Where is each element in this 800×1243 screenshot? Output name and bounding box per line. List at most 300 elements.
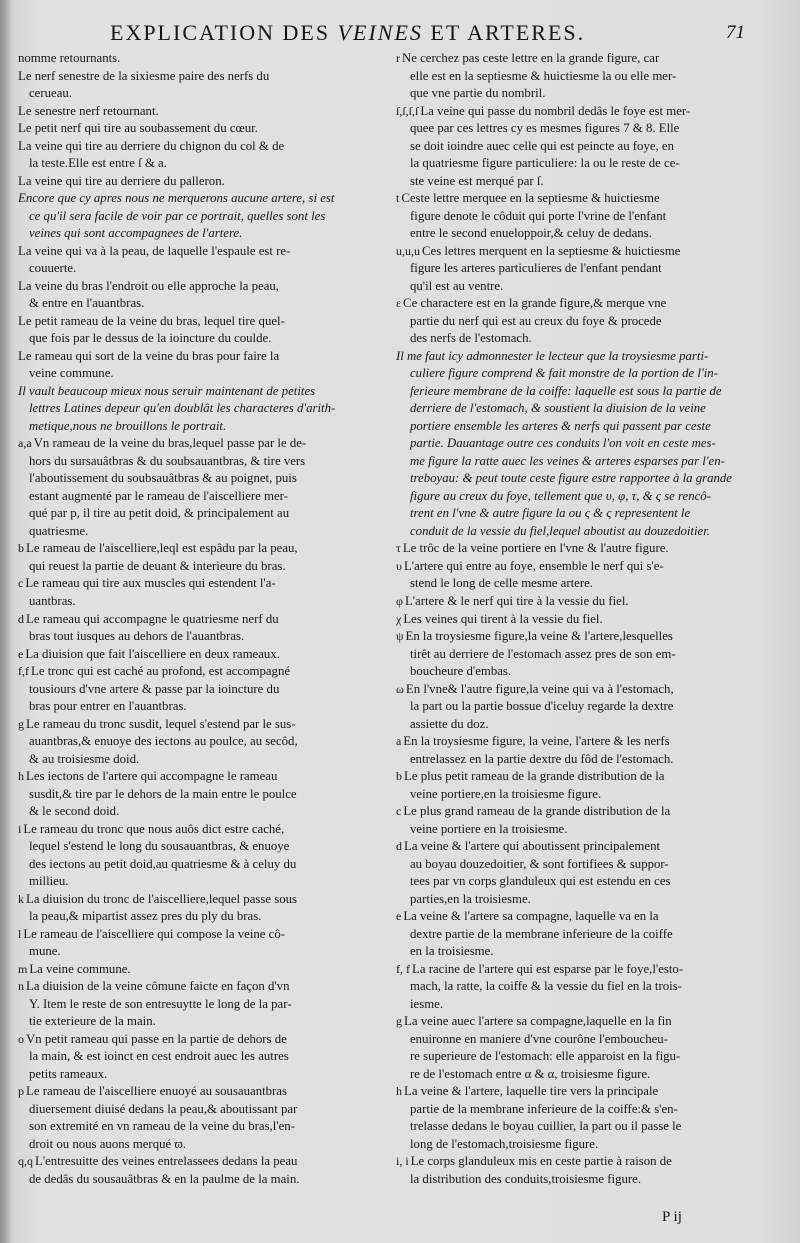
entry-text: La veine qui tire au derriere du palleron. bbox=[18, 173, 225, 188]
entry-text: couuerte. bbox=[29, 261, 77, 276]
entry-text: Il me faut icy admonnester le lecteur que la troysiesme parti- bbox=[396, 348, 709, 363]
entry-text: ste veine est merqué par ſ. bbox=[410, 173, 544, 188]
entry-text: conduit de la vessie du fiel,lequel aboutist au douzedoitier. bbox=[410, 523, 710, 538]
entry-line bbox=[18, 190, 388, 208]
entry-text: diuersement diuisé dedans la peau,& aboutissant par bbox=[29, 1101, 298, 1116]
entry-text: long de l'estomach,troisiesme figure. bbox=[410, 1136, 599, 1151]
entry-text: Ce charactere est en la grande figure,& merque vne bbox=[403, 296, 667, 311]
entry-text: millieu. bbox=[29, 874, 69, 889]
page-header bbox=[0, 20, 800, 50]
entry-line bbox=[18, 593, 388, 611]
legend-entry bbox=[18, 821, 388, 891]
entry-line bbox=[18, 996, 388, 1014]
entry-text: bras tout iusques au dehors de l'auantbras. bbox=[29, 629, 245, 644]
entry-line bbox=[18, 961, 388, 979]
page-number: 71 bbox=[726, 22, 745, 43]
entry-text: Les veines qui tirent à la vessie du fiel. bbox=[403, 611, 603, 626]
entry-line bbox=[18, 50, 388, 68]
entry-text: Ceste lettre merquee en la septiesme & huictiesme bbox=[401, 191, 660, 206]
entry-text: figure denote le côduit qui porte l'vrine de l'enfant bbox=[410, 208, 667, 223]
entry-text: Les iectons de l'artere qui accompagne le rameau bbox=[26, 769, 278, 784]
entry-line bbox=[18, 611, 388, 629]
entry-key: d bbox=[18, 611, 24, 626]
entry-line bbox=[18, 1031, 388, 1049]
entry-text: & le second doid. bbox=[29, 804, 120, 819]
entry-text: tees par vn corps glanduleux qui est estendu en ces bbox=[410, 874, 671, 889]
entry-text: Le nerf senestre de la sixiesme paire des nerfs du bbox=[18, 68, 270, 83]
entry-line bbox=[396, 786, 774, 804]
entry-text: & au troisiesme doid. bbox=[29, 751, 140, 766]
entry-key: i, i bbox=[396, 1154, 409, 1169]
entry-text: cerueau. bbox=[29, 86, 72, 101]
entry-line bbox=[18, 523, 388, 541]
entry-line bbox=[396, 418, 774, 436]
entry-line bbox=[18, 1066, 388, 1084]
entry-key: h bbox=[18, 769, 24, 784]
entry-key: p bbox=[18, 1084, 24, 1099]
entry-line bbox=[396, 68, 774, 86]
entry-text: quatriesme. bbox=[29, 523, 89, 538]
entry-key: k bbox=[18, 891, 24, 906]
entry-text: trelasse dedans le boyau cuillier, la part ou il passe le bbox=[410, 1119, 682, 1134]
running-title bbox=[110, 20, 585, 46]
entry-line bbox=[18, 716, 388, 734]
entry-key: b bbox=[18, 541, 24, 556]
entry-key: a bbox=[396, 734, 402, 749]
entry-line bbox=[18, 383, 388, 401]
entry-text: me figure la ratte auec les veines & arteres esparses par l'en- bbox=[410, 453, 725, 468]
entry-line bbox=[396, 1171, 774, 1189]
entry-text: Le petit rameau de la veine du bras, lequel tire quel- bbox=[18, 313, 285, 328]
entry-text: entre le second enueloppoir,& celuy de dedans. bbox=[410, 226, 652, 241]
entry-key: g bbox=[396, 1014, 402, 1029]
entry-line bbox=[396, 173, 774, 191]
entry-key: l bbox=[18, 926, 22, 941]
entry-line bbox=[396, 155, 774, 173]
entry-text: En l'vne& l'autre figure,la veine qui va à l'estomach, bbox=[405, 681, 674, 696]
entry-text: L'entresuitte des veines entrelassees dedans la peau bbox=[35, 1154, 298, 1169]
entry-text: La veine & l'artere qui aboutissent principalement bbox=[404, 839, 661, 854]
entry-line bbox=[396, 1101, 774, 1119]
entry-line bbox=[396, 856, 774, 874]
entry-text: Ne cerchez pas ceste lettre en la grande figure, car bbox=[402, 51, 660, 65]
entry-text: parties,en la troisiesme. bbox=[410, 891, 531, 906]
entry-line bbox=[396, 996, 774, 1014]
entry-key: τ bbox=[396, 541, 401, 556]
entry-text: Le tronc qui est caché au profond, est accompagné bbox=[31, 664, 291, 679]
entry-line bbox=[18, 348, 388, 366]
entry-text: Il vault beaucoup mieux nous seruir maintenant de petites bbox=[18, 383, 316, 398]
entry-text: veine portiere en la troisiesme. bbox=[410, 821, 568, 836]
entry-text: Le trôc de la veine portiere en l'vne & l'autre figure. bbox=[402, 541, 669, 556]
entry-line bbox=[396, 1048, 774, 1066]
entry-line bbox=[18, 453, 388, 471]
entry-line bbox=[396, 926, 774, 944]
entry-key: f, f bbox=[396, 961, 410, 976]
entry-line bbox=[396, 1066, 774, 1084]
entry-key: n bbox=[18, 979, 24, 994]
entry-line bbox=[396, 961, 774, 979]
legend-entry bbox=[18, 978, 388, 1031]
legend-entry bbox=[396, 1083, 774, 1153]
entry-line bbox=[396, 558, 774, 576]
entry-key: ψ bbox=[396, 629, 404, 644]
entry-line bbox=[18, 908, 388, 926]
entry-key: e bbox=[396, 909, 402, 924]
entry-line bbox=[396, 365, 774, 383]
entry-line bbox=[18, 1171, 388, 1189]
entry-text: nomme retournants. bbox=[18, 51, 121, 65]
entry-text: Le petit nerf qui tire au soubassement du cœur. bbox=[18, 121, 258, 136]
entry-text: qui reuest la partie de deuant & interieure du bras. bbox=[29, 558, 286, 573]
entry-line bbox=[18, 891, 388, 909]
entry-text: Vn rameau de la veine du bras,lequel passe par le de- bbox=[33, 436, 307, 451]
entry-line bbox=[396, 348, 774, 366]
entry-line bbox=[18, 1118, 388, 1136]
entry-key: c bbox=[396, 804, 402, 819]
entry-text: quee par ces lettres cy es mesmes figures 7 & 8. Elle bbox=[410, 121, 680, 136]
entry-text: tousiours d'vne artere & passe par la ioincture du bbox=[29, 681, 280, 696]
entry-line bbox=[396, 768, 774, 786]
entry-text: derriere de l'estomach, & soustient la diuision de la veine bbox=[410, 401, 706, 416]
legend-entry bbox=[18, 348, 388, 383]
entry-text: Le plus grand rameau de la grande distribution de la bbox=[403, 804, 671, 819]
entry-text: La veine & l'artere, laquelle tire vers la principale bbox=[404, 1084, 659, 1099]
entry-text: Le rameau qui sort de la veine du bras pour faire la bbox=[18, 348, 280, 363]
legend-entry bbox=[18, 138, 388, 173]
entry-line bbox=[18, 505, 388, 523]
entry-text: La veine & l'artere sa compagne, laquelle va en la bbox=[403, 909, 659, 924]
entry-key: u,u,u bbox=[396, 243, 420, 258]
entry-line bbox=[18, 803, 388, 821]
entry-key: r bbox=[396, 51, 400, 65]
legend-entry bbox=[18, 575, 388, 610]
legend-entry bbox=[396, 908, 774, 961]
entry-line bbox=[18, 1153, 388, 1171]
entry-line bbox=[18, 365, 388, 383]
entry-line bbox=[18, 943, 388, 961]
legend-entry bbox=[18, 173, 388, 191]
entry-line bbox=[18, 1101, 388, 1119]
entry-text: La diuision du tronc de l'aiscelliere,lequel passe sous bbox=[26, 891, 297, 906]
legend-entry bbox=[396, 190, 774, 243]
running-title-rest: ET ARTERES. bbox=[422, 20, 586, 45]
entry-text: Vn petit rameau qui passe en la partie de dehors de bbox=[26, 1031, 287, 1046]
entry-line bbox=[396, 1136, 774, 1154]
entry-line bbox=[396, 943, 774, 961]
legend-entry bbox=[396, 768, 774, 803]
entry-text: Le senestre nerf retournant. bbox=[18, 103, 159, 118]
legend-entry bbox=[396, 540, 774, 558]
entry-key: o bbox=[18, 1031, 24, 1046]
entry-line bbox=[18, 470, 388, 488]
legend-entry bbox=[18, 611, 388, 646]
legend-entry bbox=[396, 1153, 774, 1188]
entry-text: Le rameau de l'aiscelliere enuoyé au sousauantbras bbox=[26, 1084, 287, 1099]
entry-line bbox=[18, 173, 388, 191]
entry-line bbox=[18, 978, 388, 996]
entry-text: petits rameaux. bbox=[29, 1066, 108, 1081]
entry-line bbox=[396, 190, 774, 208]
entry-line bbox=[18, 681, 388, 699]
entry-line bbox=[18, 260, 388, 278]
entry-line bbox=[18, 155, 388, 173]
entry-line bbox=[396, 523, 774, 541]
entry-line bbox=[396, 891, 774, 909]
entry-text: la part ou la partie bossue d'iceluy regarde la dextre bbox=[410, 699, 674, 714]
entry-line bbox=[396, 593, 774, 611]
entry-line bbox=[396, 1013, 774, 1031]
legend-entry bbox=[18, 540, 388, 575]
legend-entry bbox=[18, 68, 388, 103]
legend-entry bbox=[396, 243, 774, 296]
entry-text: iesme. bbox=[410, 996, 444, 1011]
entry-line bbox=[18, 418, 388, 436]
entry-text: veine commune. bbox=[29, 366, 114, 381]
entry-text: En la troysiesme figure, la veine, l'artere & les nerfs bbox=[403, 734, 670, 749]
entry-key: t bbox=[396, 191, 400, 206]
entry-line bbox=[396, 330, 774, 348]
entry-line bbox=[18, 698, 388, 716]
entry-line bbox=[18, 295, 388, 313]
entry-text: figure les arteres particulieres de l'enfant pendant bbox=[410, 261, 662, 276]
entry-line bbox=[396, 681, 774, 699]
legend-entry bbox=[18, 1031, 388, 1084]
entry-text: re de l'estomach entre α & α, troisiesme figure. bbox=[410, 1066, 651, 1081]
entry-text: la peau,& mipartist assez pres du ply du bras. bbox=[29, 909, 262, 924]
entry-text: lettres Latines depeur qu'en doublât les characteres d'arith- bbox=[29, 401, 336, 416]
entry-line bbox=[396, 488, 774, 506]
entry-text: tirêt au derriere de l'estomach assez pres de son em- bbox=[410, 646, 676, 661]
running-title-italic: VEINES bbox=[337, 20, 423, 45]
entry-text: La veine qui tire au derriere du chignon du col & de bbox=[18, 138, 285, 153]
entry-text: uantbras. bbox=[29, 593, 76, 608]
entry-line bbox=[396, 208, 774, 226]
entry-text: La veine qui passe du nombril dedâs le foye est mer- bbox=[420, 103, 691, 118]
entry-line bbox=[396, 278, 774, 296]
legend-entry bbox=[396, 838, 774, 908]
entry-text: auantbras,& enuoye des iectons au poulce, au secôd, bbox=[29, 734, 298, 749]
entry-text: veine portiere,en la troisiesme figure. bbox=[410, 786, 602, 801]
entry-line bbox=[396, 50, 774, 68]
entry-text: La veine commune. bbox=[29, 961, 131, 976]
legend-entry bbox=[396, 1013, 774, 1083]
entry-text: partie de la membrane inferieure de la coiffe:& s'en- bbox=[410, 1101, 678, 1116]
legend-entry bbox=[396, 803, 774, 838]
entry-line bbox=[396, 400, 774, 418]
entry-line bbox=[396, 575, 774, 593]
entry-line bbox=[18, 575, 388, 593]
editorial-note bbox=[18, 190, 388, 243]
entry-line bbox=[396, 295, 774, 313]
entry-line bbox=[18, 278, 388, 296]
entry-line bbox=[396, 103, 774, 121]
legend-entry bbox=[396, 681, 774, 734]
legend-entry bbox=[18, 646, 388, 664]
legend-entry bbox=[18, 1083, 388, 1153]
entry-line bbox=[396, 628, 774, 646]
entry-key: q,q bbox=[18, 1154, 33, 1169]
entry-key: ω bbox=[396, 681, 404, 696]
entry-line bbox=[396, 803, 774, 821]
entry-text: se doit ioindre auec celle qui est peincte au foye, en bbox=[410, 138, 675, 153]
entry-key: a,a bbox=[18, 436, 32, 451]
entry-text: re superieure de l'estomach: elle apparoist en la figu- bbox=[410, 1049, 681, 1064]
entry-line bbox=[396, 540, 774, 558]
legend-entry bbox=[396, 50, 774, 103]
entry-text: l'aboutissement du soubsauâtbras & au poignet, puis bbox=[29, 471, 297, 486]
entry-line bbox=[18, 138, 388, 156]
entry-text: La veine du bras l'endroit ou elle approche la peau, bbox=[18, 278, 279, 293]
entry-text: partie du nerf qui est au creux du foye & procede bbox=[410, 313, 662, 328]
entry-line bbox=[396, 838, 774, 856]
entry-key: c bbox=[18, 576, 24, 591]
entry-text: ce qu'il sera facile de voir par ce portrait, quelles sont les bbox=[29, 208, 326, 223]
entry-text: la quatriesme figure particuliere: la ou le reste de ce- bbox=[410, 156, 680, 171]
entry-line bbox=[18, 663, 388, 681]
legend-entry bbox=[396, 103, 774, 191]
entry-line bbox=[18, 838, 388, 856]
entry-text: Le rameau de l'aiscelliere,leql est espâdu par la peau, bbox=[26, 541, 298, 556]
entry-line bbox=[396, 663, 774, 681]
legend-entry bbox=[18, 120, 388, 138]
legend-entry bbox=[396, 295, 774, 348]
legend-entry bbox=[396, 733, 774, 768]
left-column bbox=[18, 50, 388, 1189]
entry-line bbox=[396, 908, 774, 926]
legend-entry bbox=[18, 243, 388, 278]
entry-text: trent en l'vne & autre figure la ou ς & ς representent le bbox=[410, 506, 691, 521]
entry-line bbox=[396, 733, 774, 751]
entry-text: la teste.Elle est entre ſ & a. bbox=[29, 156, 167, 171]
entry-text: Encore que cy apres nous ne merquerons aucune artere, si est bbox=[18, 191, 335, 206]
entry-text: & entre en l'auantbras. bbox=[29, 296, 145, 311]
entry-line bbox=[18, 225, 388, 243]
entry-text: Le rameau qui tire aux muscles qui estendent l'a- bbox=[25, 576, 276, 591]
entry-text: La diuision que fait l'aiscelliere en deux rameaux. bbox=[25, 646, 280, 661]
entry-text: que vne partie du nombril. bbox=[410, 86, 546, 101]
entry-line bbox=[396, 873, 774, 891]
entry-line bbox=[396, 1031, 774, 1049]
entry-line bbox=[396, 978, 774, 996]
entry-text: treboyau: & peut toute ceste figure estre rapportee à la grande bbox=[410, 471, 732, 486]
entry-text: tie exterieure de la main. bbox=[29, 1014, 156, 1029]
entry-line bbox=[18, 540, 388, 558]
entry-text: Ces lettres merquent en la septiesme & huictiesme bbox=[422, 243, 681, 258]
entry-text: en la troisiesme. bbox=[410, 944, 494, 959]
entry-text: L'artere qui entre au foye, ensemble le nerf qui s'e- bbox=[403, 558, 664, 573]
entry-line bbox=[396, 1083, 774, 1101]
entry-text: Le rameau de l'aiscelliere qui compose la veine cô- bbox=[23, 926, 286, 941]
entry-text: que fois par le dessus de la ioincture du coulde. bbox=[29, 331, 272, 346]
signature-mark: P ij bbox=[662, 1209, 682, 1225]
entry-text: La veine qui va à la peau, de laquelle l'espaule est re- bbox=[18, 243, 291, 258]
entry-key: f,f bbox=[18, 664, 29, 679]
entry-key: φ bbox=[396, 593, 403, 608]
entry-key: υ bbox=[396, 558, 402, 573]
entry-text: assiette du doz. bbox=[410, 716, 489, 731]
entry-line bbox=[18, 68, 388, 86]
entry-line bbox=[396, 243, 774, 261]
entry-text: Le plus petit rameau de la grande distribution de la bbox=[404, 769, 665, 784]
entry-key: ε bbox=[396, 296, 402, 311]
entry-line bbox=[396, 85, 774, 103]
entry-line bbox=[18, 435, 388, 453]
entry-text: La diuision de la veine cômune faicte en façon d'vn bbox=[26, 979, 290, 994]
entry-line bbox=[396, 120, 774, 138]
entry-text: enuironne en maniere d'vne courône l'emboucheu- bbox=[410, 1031, 668, 1046]
entry-key: i bbox=[18, 821, 22, 836]
entry-text: partie. Dauantage outre ces conduits l'on voit en ceste mes- bbox=[410, 436, 716, 451]
entry-line bbox=[396, 646, 774, 664]
entry-line bbox=[18, 926, 388, 944]
entry-text: En la troysiesme figure,la veine & l'artere,lesquelles bbox=[405, 629, 673, 644]
legend-entry bbox=[18, 891, 388, 926]
entry-line bbox=[396, 435, 774, 453]
entry-line bbox=[396, 1118, 774, 1136]
entry-text: la distribution des conduits,troisiesme figure. bbox=[410, 1172, 642, 1186]
entry-text: qu'il est au ventre. bbox=[410, 278, 504, 293]
entry-text: veines qui sont accompagnees de l'artere. bbox=[29, 226, 243, 241]
entry-line bbox=[396, 138, 774, 156]
entry-line bbox=[396, 260, 774, 278]
running-title-caps: EXPLICATION DES bbox=[110, 20, 338, 45]
entry-line bbox=[18, 208, 388, 226]
entry-line bbox=[18, 733, 388, 751]
entry-line bbox=[396, 453, 774, 471]
entry-line bbox=[18, 1083, 388, 1101]
legend-entry bbox=[18, 1153, 388, 1188]
entry-line bbox=[396, 383, 774, 401]
entry-line bbox=[18, 85, 388, 103]
entry-line bbox=[396, 313, 774, 331]
right-column bbox=[396, 50, 774, 1189]
legend-entry bbox=[396, 593, 774, 611]
entry-line bbox=[18, 243, 388, 261]
entry-line bbox=[18, 120, 388, 138]
entry-line bbox=[18, 821, 388, 839]
entry-line bbox=[396, 751, 774, 769]
legend-entry bbox=[18, 663, 388, 716]
entry-key: e bbox=[18, 646, 24, 661]
legend-entry bbox=[396, 961, 774, 1014]
entry-line bbox=[18, 1136, 388, 1154]
entry-text: hors du sursauâtbras & du soubsauantbras, & tire vers bbox=[29, 453, 306, 468]
entry-line bbox=[18, 646, 388, 664]
entry-text: Y. Item le reste de son entresuytte le long de la par- bbox=[29, 996, 292, 1011]
legend-entry bbox=[18, 768, 388, 821]
entry-text: droit ou nous auons merqué ϖ. bbox=[29, 1136, 186, 1151]
entry-line bbox=[396, 1153, 774, 1171]
entry-line bbox=[18, 873, 388, 891]
legend-entry bbox=[18, 50, 388, 68]
entry-text: bras pour entrer en l'auantbras. bbox=[29, 699, 187, 714]
entry-line bbox=[396, 505, 774, 523]
entry-key: ſ,ſ,ſ,ſ bbox=[396, 103, 419, 118]
entry-line bbox=[396, 821, 774, 839]
legend-entry bbox=[18, 435, 388, 540]
entry-text: dextre partie de la membrane inferieure de la coiffe bbox=[410, 926, 673, 941]
entry-line bbox=[18, 313, 388, 331]
entry-line bbox=[18, 786, 388, 804]
legend-entry bbox=[18, 926, 388, 961]
entry-line bbox=[18, 488, 388, 506]
editorial-note bbox=[18, 383, 388, 436]
entry-line bbox=[396, 698, 774, 716]
entry-text: Le rameau du tronc susdit, lequel s'estend par le sus- bbox=[26, 716, 296, 731]
entry-key: b bbox=[396, 769, 402, 784]
entry-text: des nerfs de l'estomach. bbox=[410, 331, 532, 346]
